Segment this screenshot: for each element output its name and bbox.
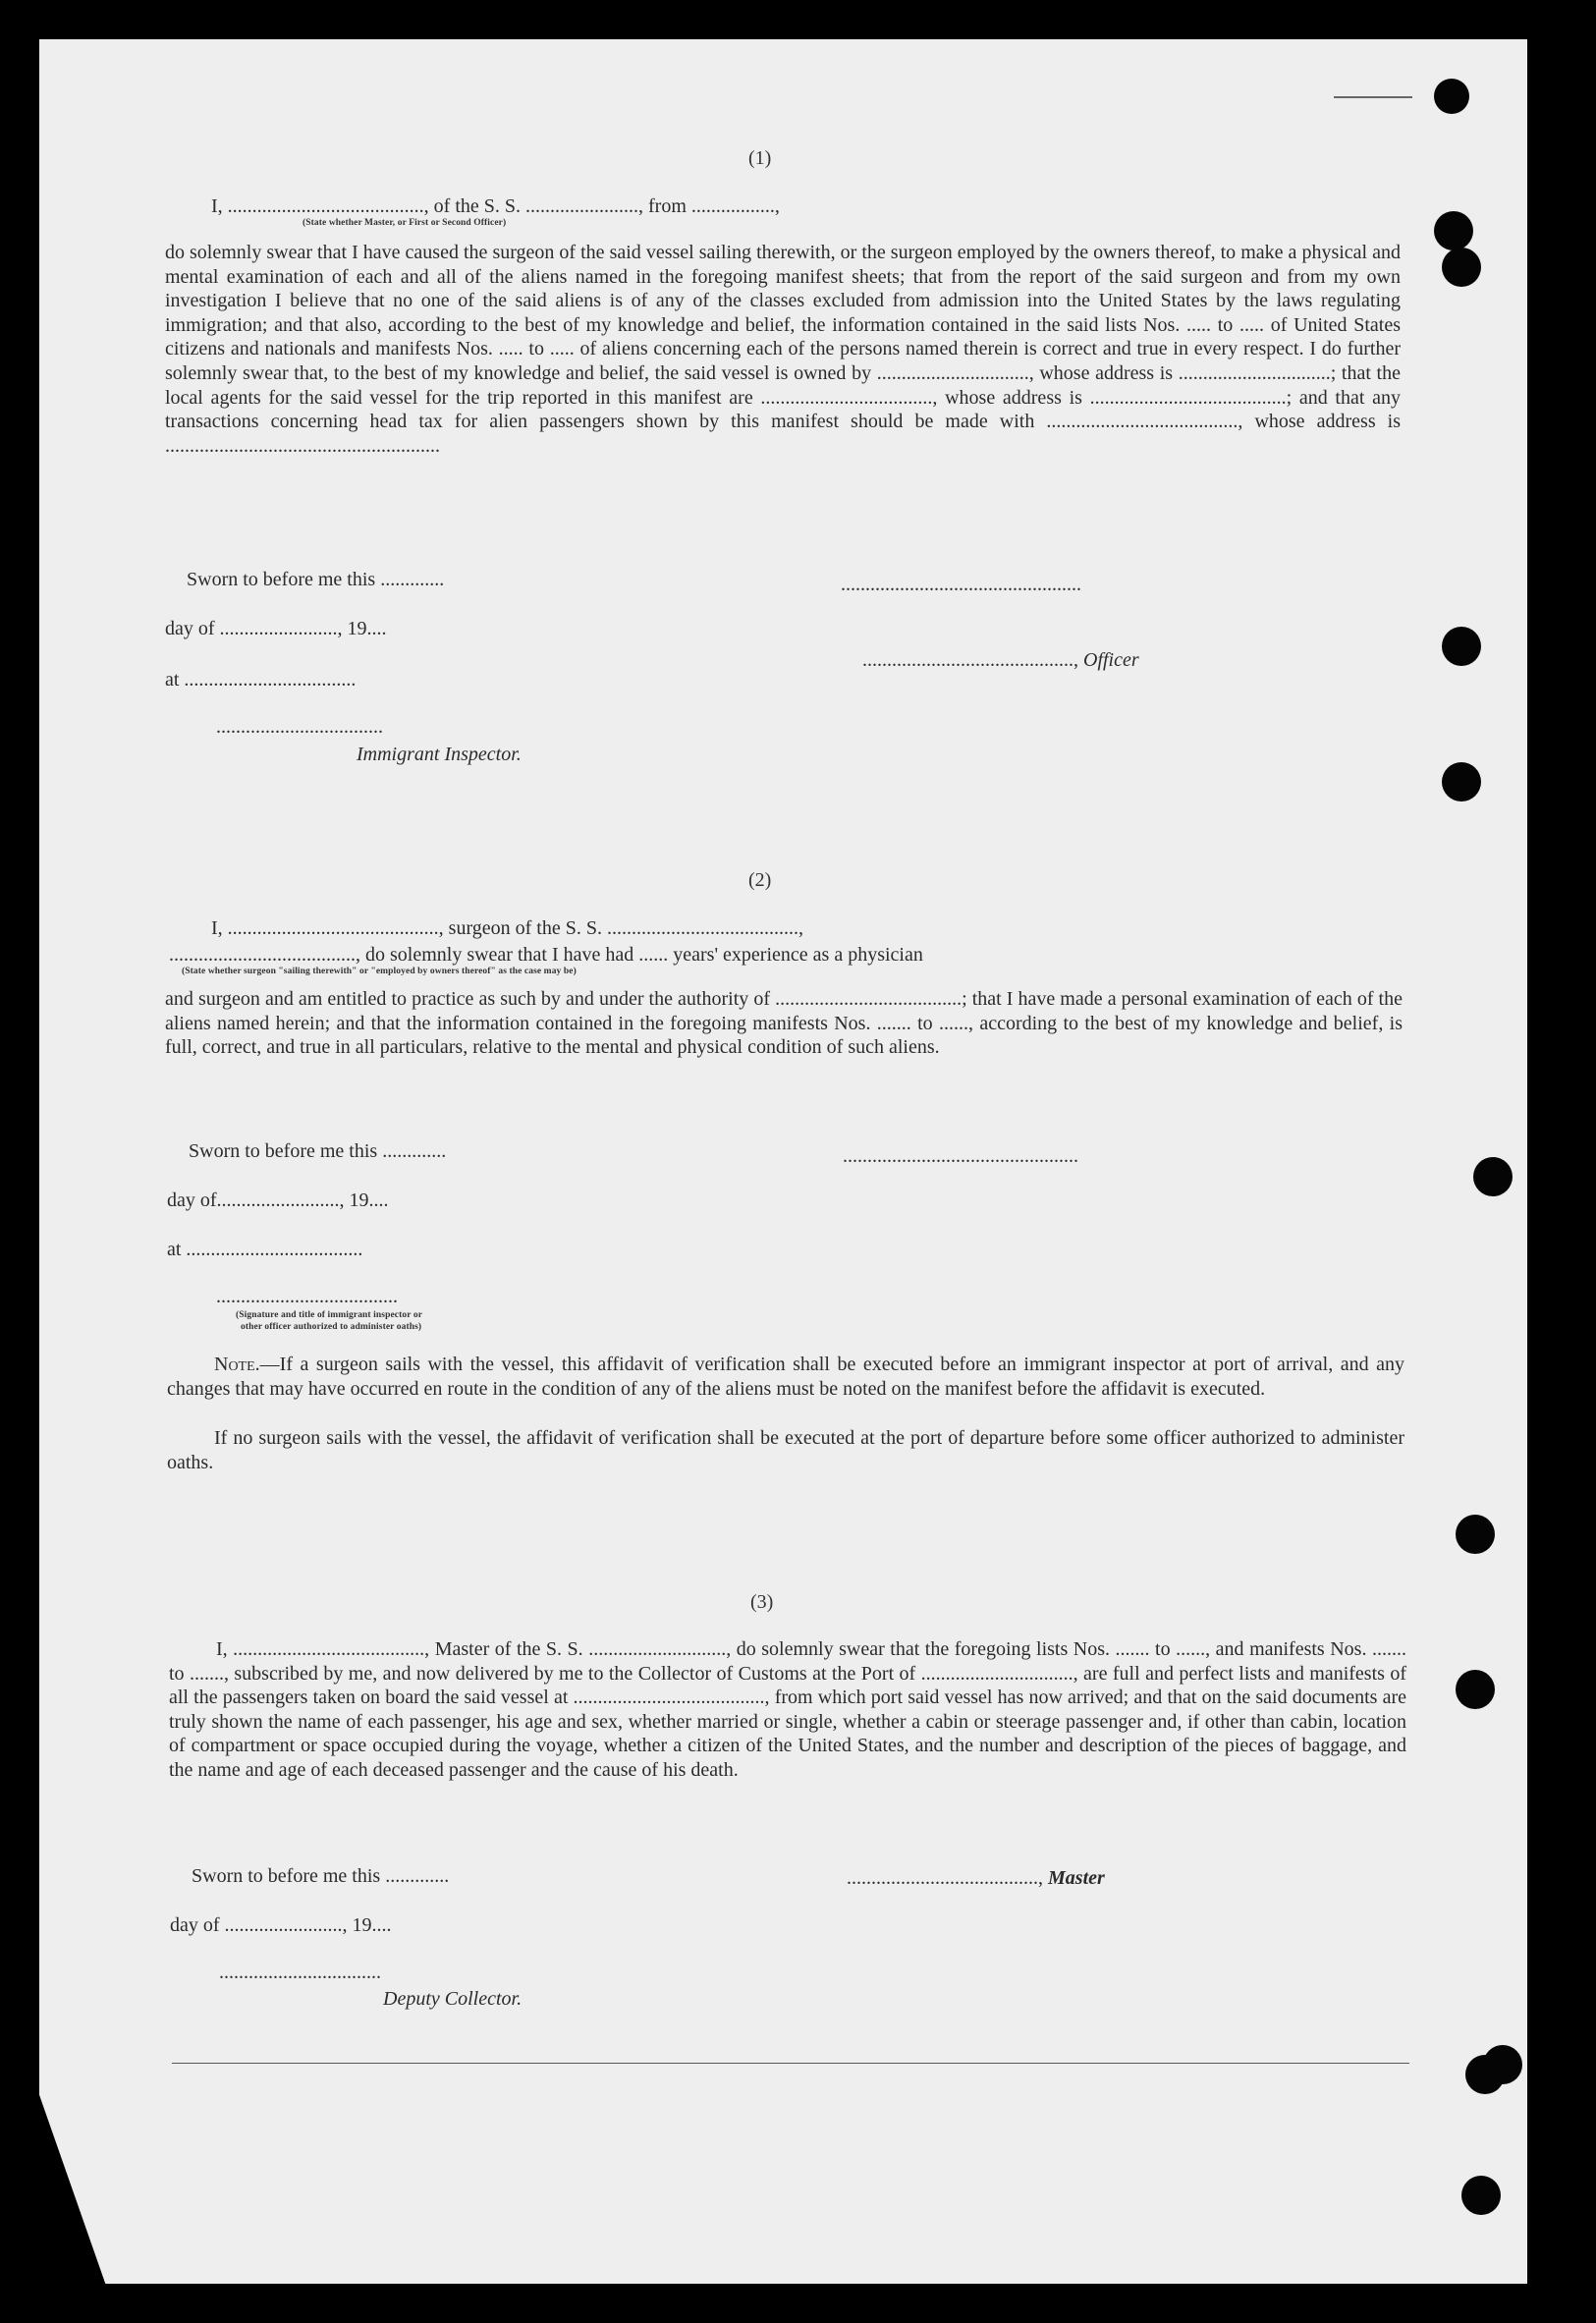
section-1-inspector-label: Immigrant Inspector.: [357, 744, 522, 765]
section-3-number: (3): [750, 1591, 774, 1613]
section-1-officer-note: (State whether Master, or First or Second Officer): [303, 218, 507, 228]
punch-hole: [1473, 1157, 1513, 1196]
bottom-rule: [172, 2063, 1409, 2064]
note-label: Note.: [214, 1354, 260, 1375]
section-2-signature-dots: ................................................: [843, 1145, 1078, 1167]
margin-mark: [1334, 96, 1412, 98]
section-1-body: do solemnly swear that I have caused the surgeon of the said vessel sailing therewith, or the surgeon employed by the owners thereof, to make a physical and mental examination of each and all of the aliens named in the foregoing manifest sheets; that from the report of the said surgeon and from my own investigation I believe that no one of the said aliens is of any of the classes excluded from admission into the United States by the laws regulating immigration; and that also, according to the best of my knowledge and belief, the information contained in the said lists Nos. ..... to ..... of United States citizens and nationals and manifests Nos. ..... to ..... of aliens concerning each of the persons named therein is correct and true in every respect. I do further solemnly swear that, to the best of my knowledge and belief, the said vessel is owned by ..............................., whose address is ...............................; that the local agents for the said vessel for the trip reported in this manifest are ..................................., whose address is ........................................; and that any transactions concerning head tax for alien passengers shown by this manifest should be made with ......................................., whose address is ........................................................: [165, 242, 1401, 457]
section-2-surgeon-note: (State whether surgeon "sailing therewith" or "employed by owners thereof" as the case may be): [182, 967, 577, 976]
punch-hole: [1442, 627, 1481, 666]
section-1-number: (1): [748, 147, 772, 169]
section-2-body: and surgeon and am entitled to practice as such by and under the authority of ......................................; that I have made a personal examination of each of the aliens named herein; and that the information contained in the foregoing manifests Nos. ....... to ......, according to the best of my knowledge and belief, is full, correct, and true in all particulars, relative to the mental and physical condition of such aliens.: [165, 988, 1403, 1059]
punch-hole: [1442, 248, 1481, 287]
punch-hole: [1461, 2176, 1501, 2215]
officer-dots: ...........................................,: [862, 649, 1083, 671]
punch-hole: [1434, 211, 1473, 250]
section-3-day: day of ........................, 19....: [170, 1914, 392, 1936]
section-1-sworn: Sworn to before me this .............: [187, 569, 445, 590]
section-2-signature-note-2: other officer authorized to administer oaths): [241, 1322, 422, 1332]
officer-label: Officer: [1083, 649, 1139, 671]
punch-hole: [1456, 1515, 1495, 1554]
section-2-day: day of........................., 19....: [167, 1189, 389, 1211]
section-2-first-line: I, ..........................................., surgeon of the S. S. .......................................,: [211, 917, 803, 939]
section-3-deputy-dots: .................................: [219, 1962, 381, 1983]
section-1-signature-dots: .................................................: [841, 574, 1081, 595]
section-1-first-line: I, ........................................, of the S. S. ......................., from .................,: [211, 195, 780, 217]
section-2-sworn: Sworn to before me this .............: [189, 1140, 447, 1162]
punch-hole: [1442, 762, 1481, 802]
section-2-note: [167, 1353, 1404, 1401]
master-label: Master: [1048, 1867, 1105, 1889]
section-2-inspector-dots: .....................................: [216, 1286, 398, 1307]
section-3-body: I, ......................................., Master of the S. S. ............................, do solemnly swear that the foregoing lists Nos. ....... to ......, and manifests Nos. ....... to ......., subscribed by me, and now delivered by me to the Collector of Customs at the Port of ..............................., are full and perfect lists and manifests of all the passengers taken on board the said vessel at ......................................., from which port said vessel has now arrived; and that on the said documents are truly shown the name of each passenger, his age and sex, whether married or single, whether a cabin or steerage passenger and, if other than cabin, location of compartment or space occupied during the voyage, whether a citizen of the United States, and the number and description of the pieces of baggage, and the name and age of each deceased passenger and the cause of his death.: [169, 1638, 1406, 1781]
section-3-deputy-label: Deputy Collector.: [383, 1988, 523, 2010]
section-3-sworn: Sworn to before me this .............: [192, 1865, 450, 1887]
section-1-day: day of ........................, 19....: [165, 618, 387, 639]
punch-hole: [1434, 79, 1469, 114]
section-1-at: at ...................................: [165, 669, 357, 691]
section-2-at: at ....................................: [167, 1239, 363, 1260]
form-page: [39, 39, 1527, 2284]
note-body: —If a surgeon sails with the vessel, this affidavit of verification shall be executed before an immigrant inspector at port of arrival, and any changes that may have occurred en route in the condition of any of the aliens must be noted on the manifest before the affidavit is executed.: [167, 1354, 1404, 1400]
punch-hole: [1456, 1670, 1495, 1709]
punch-hole: [1483, 2045, 1522, 2084]
section-3-master-line: [847, 1868, 1105, 1888]
section-2-second-line: ......................................, do solemnly swear that I have had ...... years' experience as a physician: [169, 944, 923, 966]
section-2-note-second: If no surgeon sails with the vessel, the affidavit of verification shall be executed at the port of departure before some officer authorized to administer oaths.: [167, 1427, 1404, 1473]
section-1-officer-line: [862, 650, 1139, 670]
master-dots: .......................................,: [847, 1867, 1048, 1889]
section-2-number: (2): [748, 869, 772, 891]
section-1-inspector-dots: ..................................: [216, 716, 383, 738]
section-2-signature-note-1: (Signature and title of immigrant inspector or: [236, 1310, 423, 1320]
